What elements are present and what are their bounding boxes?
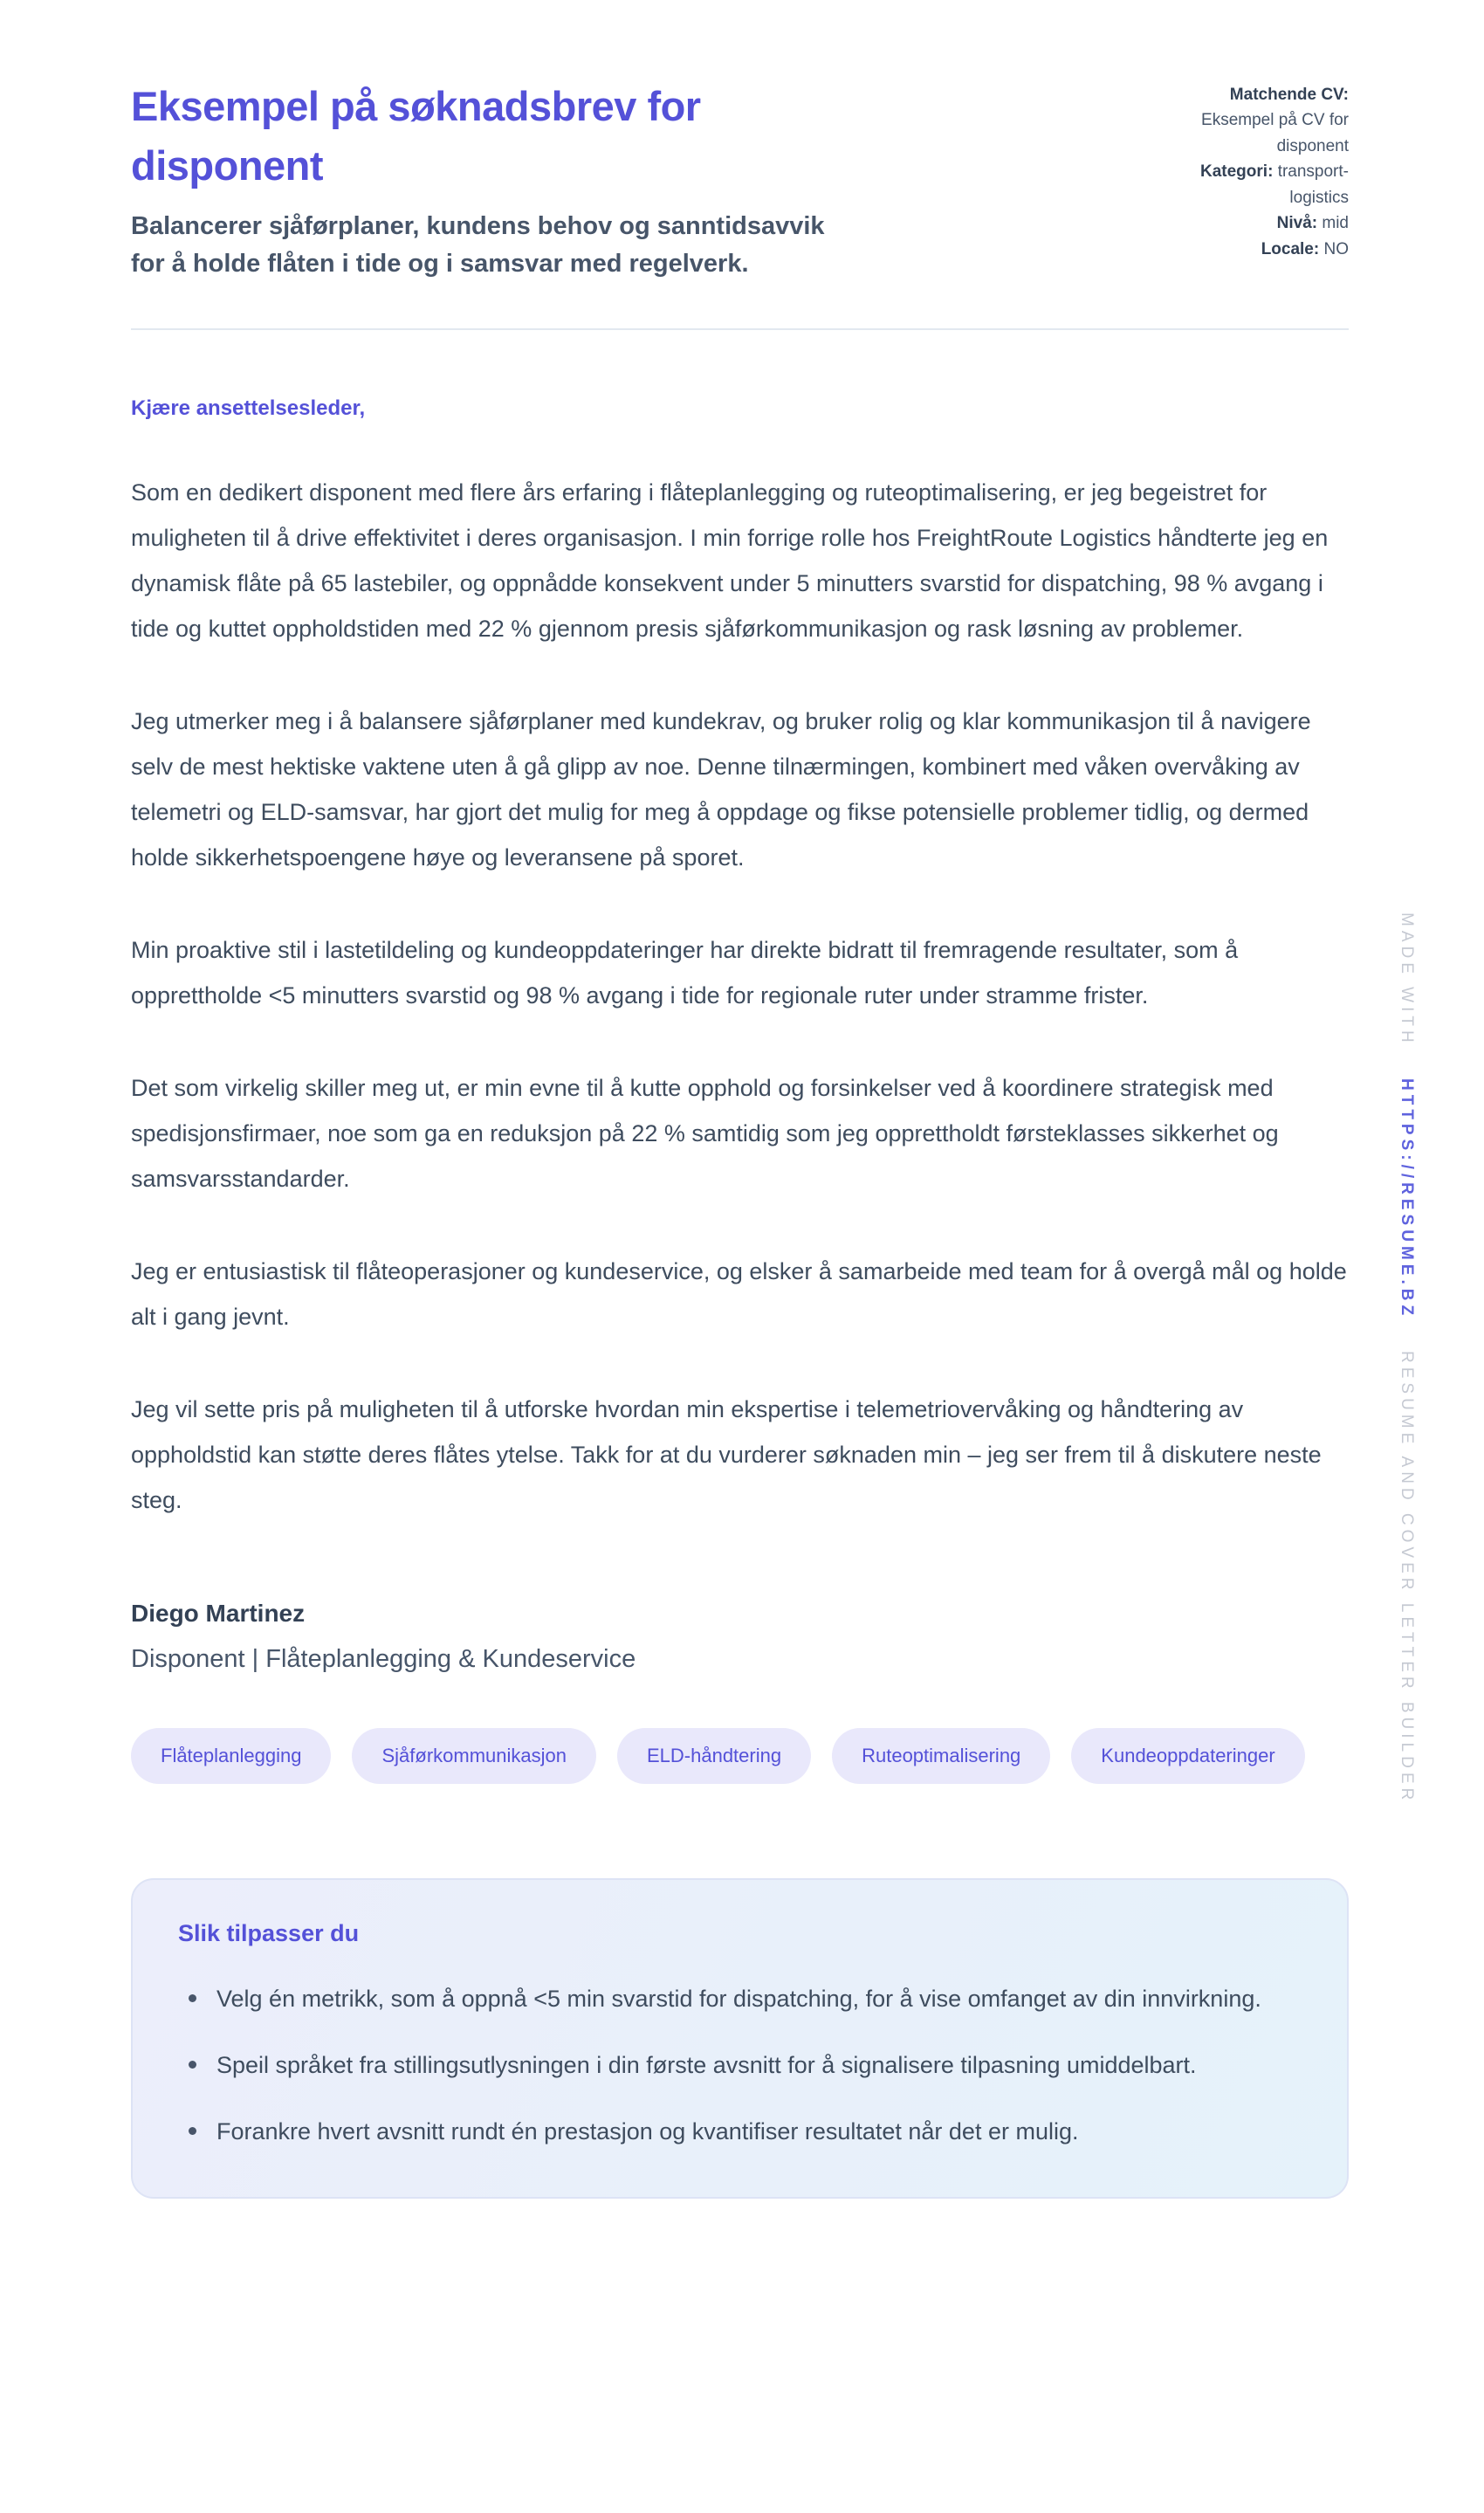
credit-suffix-text: RESUME AND COVER LETTER BUILDER [1398,1351,1416,1805]
meta-value: mid [1322,214,1349,233]
letter-paragraph: Det som virkelig skiller meg ut, er min evne til å kutte opphold og forsinkelser ved å koordinere strategisk med spedisjonsfirmaer, noe som ga en reduksjon på 22 % samtidig som jeg opprettholdt førsteklasses sikkerhet og samsvarsstandarder. [131,1075,1279,1193]
skill-tag: ELD-håndtering [617,1728,811,1784]
meta-label: Matchende CV: [1229,86,1349,104]
tip-item [178,1977,1302,2021]
skill-tag: Kundeoppdateringer [1071,1728,1304,1784]
letter-paragraph: Min proaktive stil i lastetildeling og kundeoppdateringer har direkte bidratt til fremragende resultater, som å opprettholde <5 minutters svarstid og 98 % avgang i tide for regionale ruter under stramme frister. [131,937,1239,1009]
resume-bz-link[interactable]: HTTPS://RESUME.BZ [1398,1078,1416,1320]
meta-category [1176,159,1349,210]
skill-tag: Ruteoptimalisering [832,1728,1050,1784]
meta-value: Eksempel på CV for disponent [1201,111,1349,155]
letter-paragraph: Jeg er entusiastisk til flåteoperasjoner og kundeservice, og elsker å samarbeide med team for å overgå mål og holde alt i gang jevnt. [131,1258,1347,1331]
skill-tag: Sjåførkommunikasjon [352,1728,596,1784]
tips-list [178,1977,1302,2153]
bullet-icon [189,1994,196,2002]
cover-letter-body [131,396,1349,1674]
header [131,77,1349,283]
tips-box [131,1878,1349,2199]
tip-text: Speil språket fra stillingsutlysningen i din første avsnitt for å signalisere tilpasning umiddelbart. [216,2052,1197,2079]
signature-name: Diego Martinez [131,1600,306,1628]
letter-paragraph: Som en dedikert disponent med flere års erfaring i flåteplanlegging og ruteoptimalisering, er jeg begeistret for muligheten til å drive effektivitet i deres organisasjon. I min forrige rolle hos FreightRoute Logistics håndterte jeg en dynamisk flåte på 65 lastebiler, og oppnådde konsekvent under 5 minutters svarstid for dispatching, 98 % avgang i tide og kuttet oppholdstiden med 22 % gjennom presis sjåførkommunikasjon og rask løsning av problemer. [131,479,1329,643]
skill-tags [131,1728,1349,1784]
signature-role: Disponent | Flåteplanlegging & Kundeservice [131,1645,636,1674]
meta-value: transport-logistics [1277,162,1349,207]
page-title: Eksempel på søknadsbrev for disponent [131,83,701,189]
meta-panel [1176,77,1349,262]
meta-locale [1176,237,1349,262]
tip-item [178,2043,1302,2087]
letter-paragraph: Jeg utmerker meg i å balansere sjåførplaner med kundekrav, og bruker rolig og klar kommunikasjon til å navigere selv de mest hektiske vaktene uten å gå glipp av noe. Denne tilnærmingen, kombinert med våken overvåking av telemetri og ELD-samsvar, har gjort det mulig for meg å oppdage og fikse potensielle problemer tidlig, og dermed holde sikkerhetspoengene høye og leveransene på sporet. [131,708,1311,871]
meta-label: Locale: [1261,239,1320,258]
made-with-credit [1397,912,1416,1805]
meta-matching-cv [1176,82,1349,159]
meta-value: NO [1323,239,1349,258]
meta-label: Nivå: [1276,214,1318,233]
meta-level [1176,210,1349,236]
tip-text: Forankre hvert avsnitt rundt én prestasjon og kvantifiser resultatet når det er mulig. [216,2118,1079,2145]
credit-prefix-text: MADE WITH [1398,912,1416,1047]
page-subtitle: Balancerer sjåførplaner, kundens behov og sanntidsavvik for å holde flåten i tide og i samsvar med regelverk. [131,212,825,279]
header-divider [131,328,1349,330]
tip-text: Velg én metrikk, som å oppnå <5 min svarstid for dispatching, for å vise omfanget av din innvirkning. [216,1986,1261,2013]
header-title-block [131,77,864,283]
bullet-icon [189,2127,196,2135]
tip-item [178,2110,1302,2153]
tips-title: Slik tilpasser du [178,1920,360,1947]
bullet-icon [189,2061,196,2069]
skill-tag: Flåteplanlegging [131,1728,331,1784]
letter-greeting: Kjære ansettelsesleder, [131,396,366,421]
meta-label: Kategori: [1200,162,1274,182]
letter-paragraph: Jeg vil sette pris på muligheten til å utforske hvordan min ekspertise i telemetriovervåking og håndtering av oppholdstid kan støtte deres flåtes ytelse. Takk for at du vurderer søknaden min – jeg ser frem til å diskutere neste steg. [131,1396,1322,1514]
